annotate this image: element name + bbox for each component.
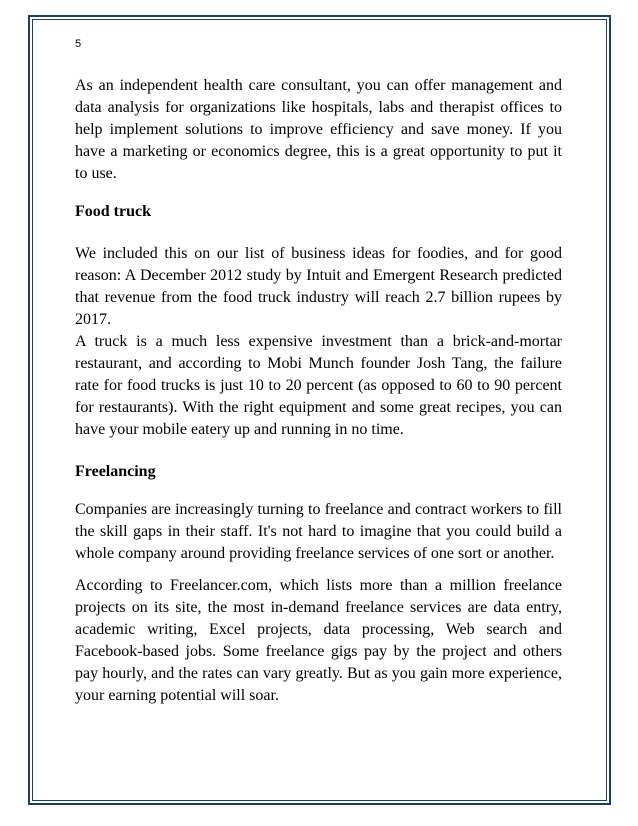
intro-paragraph: As an independent health care consultant, you can offer management and data analysis for organizations like hospitals, labs and therapist offices to help implement solutions to improve efficiency and save money. If you have a marketing or economics degree, this is a great opportunity to put it to use. — [75, 77, 562, 182]
food-truck-paragraph-2: A truck is a much less expensive investment than a brick-and-mortar restaurant, and according to Mobi Munch founder Josh Tang, the failure rate for food trucks is just 10 to 20 percent (as opposed to 60 to 90 percent for restaurants). With the right equipment and some great recipes, you can have your mobile eatery up and running in no time. — [75, 333, 562, 438]
heading-food-truck: Food truck — [75, 203, 151, 220]
freelancing-paragraph-2: According to Freelancer.com, which lists more than a million freelance projects on its site, the most in-demand freelance services are data entry, academic writing, Excel projects, data processing, Web search and Facebook-based jobs. Some freelance gigs pay by the project and others pay hourly, and the rates can vary greatly. But as you gain more experience, your earning potential will soar. — [75, 577, 562, 704]
food-truck-paragraph-1: We included this on our list of business ideas for foodies, and for good reason: A December 2012 study by Intuit and Emergent Research predicted that revenue from the food truck industry will reach 2.7 billion rupees by 2017. — [75, 245, 562, 328]
page-number: 5 — [75, 38, 82, 50]
document-body — [75, 75, 562, 707]
heading-freelancing: Freelancing — [75, 463, 156, 480]
freelancing-paragraph-1: Companies are increasingly turning to freelance and contract workers to fill the skill gaps in their staff. It's not hard to imagine that you could build a whole company around providing freelance services of one sort or another. — [75, 501, 562, 562]
